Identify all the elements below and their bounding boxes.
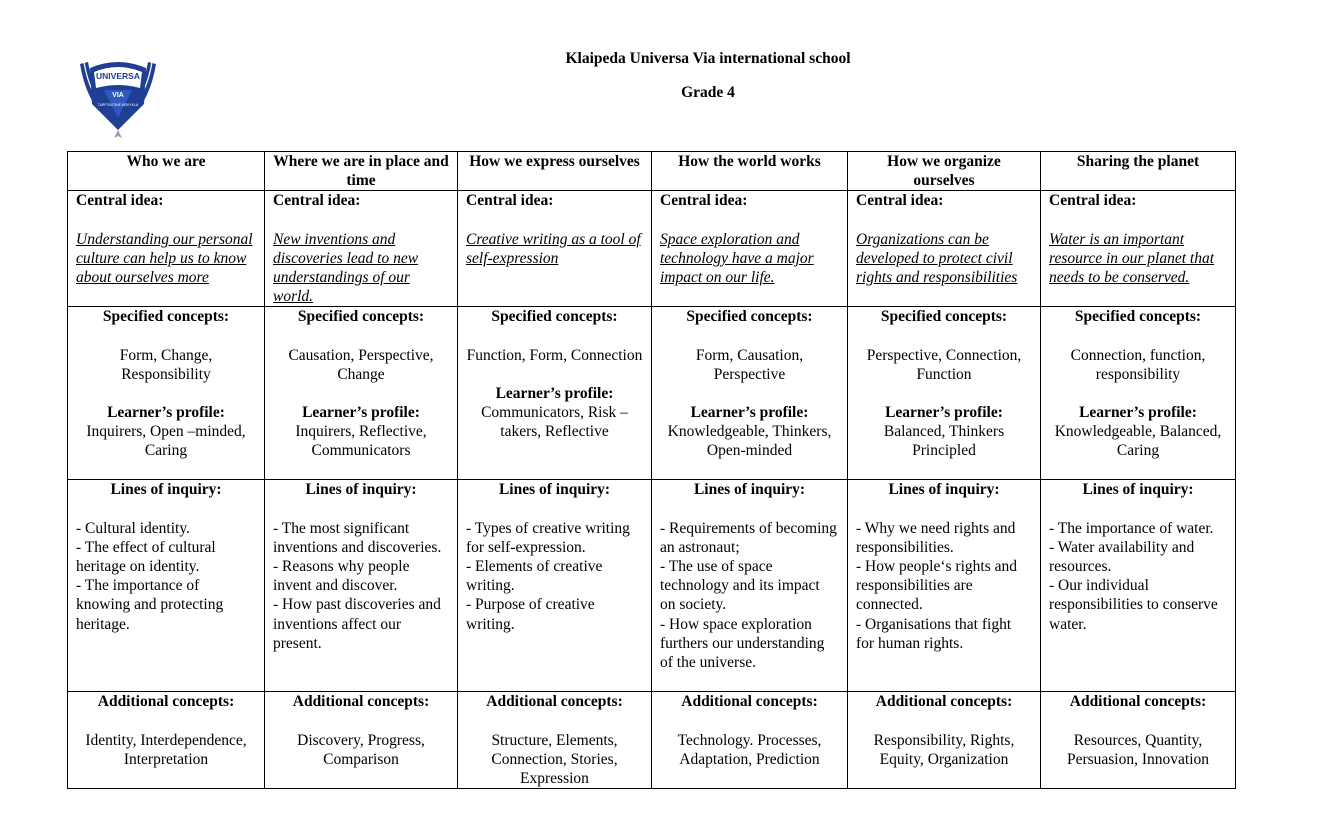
additional-concepts-text: Structure, Elements, Connection, Stories, Expression — [491, 731, 618, 788]
additional-concepts-cell — [265, 692, 458, 789]
concepts-cell — [652, 307, 848, 480]
learner-profile-text: Knowledgeable, Thinkers, Open-minded — [667, 423, 832, 460]
central-idea-cell — [652, 191, 848, 307]
central-idea-text: Organizations can be developed to protect civil rights and responsibilities — [856, 230, 1018, 287]
specified-concepts-label: Specified concepts: — [297, 308, 425, 326]
central-idea-label: Central idea: — [76, 192, 164, 210]
lines-of-inquiry-cell — [1041, 480, 1236, 692]
additional-concepts-label: Additional concepts: — [1069, 693, 1207, 711]
lines-of-inquiry-text: - The importance of water. - Water availability and resources. - Our individual responsibilities to conserve water. — [1049, 519, 1218, 633]
grade-title: Grade 4 — [681, 84, 735, 101]
lines-of-inquiry-cell — [848, 480, 1041, 692]
school-logo — [74, 48, 162, 144]
additional-concepts-cell — [68, 692, 265, 789]
lines-of-inquiry-cell — [265, 480, 458, 692]
learner-profile-text: Inquirers, Open –minded, Caring — [86, 423, 246, 460]
central-idea-cell — [848, 191, 1041, 307]
central-idea-row — [68, 191, 1236, 307]
theme-heading: Where we are in place and time — [265, 152, 458, 191]
additional-concepts-text: Technology. Processes, Adaptation, Prediction — [677, 731, 822, 768]
lines-of-inquiry-label: Lines of inquiry: — [498, 481, 611, 499]
theme-heading: How we organize ourselves — [848, 152, 1041, 191]
logo-text-mid: VIA — [112, 92, 124, 99]
concepts-cell — [1041, 307, 1236, 480]
lines-of-inquiry-label: Lines of inquiry: — [1082, 481, 1194, 499]
central-idea-cell — [68, 191, 265, 307]
learner-profile-label: Learner’s profile: — [495, 384, 614, 402]
additional-concepts-text: Responsibility, Rights, Equity, Organization — [873, 731, 1015, 768]
central-idea-text: New inventions and discoveries lead to new understandings of our world. — [273, 230, 419, 306]
lines-of-inquiry-cell — [68, 480, 265, 692]
learner-profile-label: Learner’s profile: — [107, 404, 225, 422]
learner-profile-label: Learner’s profile: — [1079, 404, 1197, 422]
central-idea-cell — [458, 191, 652, 307]
learner-profile-text: Inquirers, Reflective, Communicators — [295, 423, 427, 460]
additional-concepts-cell — [1041, 692, 1236, 789]
specified-concepts-text: Connection, function, responsibility — [1070, 346, 1206, 383]
additional-concepts-text: Discovery, Progress, Comparison — [297, 731, 425, 768]
logo-text-bottom: TARPTAUTINĖ MOKYKLA — [97, 103, 139, 107]
specified-concepts-label: Specified concepts: — [1074, 308, 1202, 326]
lines-of-inquiry-label: Lines of inquiry: — [693, 481, 806, 499]
specified-concepts-text: Causation, Perspective, Change — [288, 346, 434, 383]
additional-concepts-cell — [848, 692, 1041, 789]
additional-concepts-label: Additional concepts: — [681, 693, 818, 711]
central-idea-label: Central idea: — [273, 192, 361, 210]
learner-profile-label: Learner’s profile: — [690, 404, 809, 422]
concepts-row — [68, 307, 1236, 480]
theme-heading: How the world works — [652, 152, 848, 191]
central-idea-cell — [1041, 191, 1236, 307]
central-idea-label: Central idea: — [660, 192, 748, 210]
additional-concepts-label: Additional concepts: — [875, 693, 1013, 711]
additional-concepts-row — [68, 692, 1236, 789]
specified-concepts-label: Specified concepts: — [491, 308, 618, 326]
lines-of-inquiry-text: - Requirements of becoming an astronaut; - The use of space technology and its impact on society. - How space exploration furthers our understanding of the universe. — [660, 519, 837, 672]
learner-profile-text: Knowledgeable, Balanced, Caring — [1054, 423, 1222, 460]
concepts-cell — [458, 307, 652, 480]
theme-heading: Sharing the planet — [1041, 152, 1236, 191]
learner-profile-text: Communicators, Risk – takers, Reflective — [481, 404, 628, 441]
central-idea-label: Central idea: — [466, 192, 554, 210]
additional-concepts-text: Resources, Quantity, Persuasion, Innovation — [1066, 731, 1210, 768]
concepts-cell — [265, 307, 458, 480]
central-idea-text: Creative writing as a tool of self-expression — [466, 230, 641, 267]
learner-profile-label: Learner’s profile: — [885, 404, 1003, 422]
concepts-cell — [68, 307, 265, 480]
specified-concepts-label: Specified concepts: — [686, 308, 813, 326]
central-idea-text: Space exploration and technology have a major impact on our life. — [660, 230, 814, 287]
lines-of-inquiry-cell — [652, 480, 848, 692]
lines-of-inquiry-label: Lines of inquiry: — [110, 481, 222, 499]
additional-concepts-label: Additional concepts: — [486, 693, 623, 711]
concepts-cell — [848, 307, 1041, 480]
lines-of-inquiry-row — [68, 480, 1236, 692]
lines-of-inquiry-label: Lines of inquiry: — [305, 481, 417, 499]
central-idea-label: Central idea: — [1049, 192, 1137, 210]
logo-text-top: UNIVERSA — [96, 71, 140, 81]
specified-concepts-label: Specified concepts: — [102, 308, 230, 326]
specified-concepts-text: Form, Causation, Perspective — [695, 346, 804, 383]
theme-heading: Who we are — [68, 152, 265, 191]
additional-concepts-cell — [652, 692, 848, 789]
theme-heading: How we express ourselves — [458, 152, 652, 191]
additional-concepts-text: Identity, Interdependence, Interpretation — [85, 731, 247, 768]
specified-concepts-text: Perspective, Connection, Function — [866, 346, 1022, 383]
lines-of-inquiry-label: Lines of inquiry: — [888, 481, 1000, 499]
additional-concepts-label: Additional concepts: — [292, 693, 430, 711]
lines-of-inquiry-cell — [458, 480, 652, 692]
lines-of-inquiry-text: - Types of creative writing for self-expression. - Elements of creative writing. - Purpose of creative writing. — [466, 519, 630, 633]
learner-profile-text: Balanced, Thinkers Principled — [883, 423, 1005, 460]
programme-of-inquiry-table — [67, 151, 1236, 789]
learner-profile-label: Learner’s profile: — [302, 404, 420, 422]
lines-of-inquiry-text: - The most significant inventions and discoveries. - Reasons why people invent and discover. - How past discoveries and inventions affect our present. — [273, 519, 442, 652]
theme-row — [68, 152, 1236, 191]
specified-concepts-text: Form, Change, Responsibility — [119, 346, 213, 383]
specified-concepts-label: Specified concepts: — [880, 308, 1008, 326]
central-idea-text: Understanding our personal culture can help us to know about ourselves more — [76, 230, 253, 287]
lines-of-inquiry-text: - Cultural identity. - The effect of cultural heritage on identity. - The importance of knowing and protecting heritage. — [76, 519, 224, 633]
central-idea-cell — [265, 191, 458, 307]
additional-concepts-cell — [458, 692, 652, 789]
specified-concepts-text: Function, Form, Connection — [466, 346, 643, 364]
central-idea-label: Central idea: — [856, 192, 944, 210]
central-idea-text: Water is an important resource in our planet that needs to be conserved. — [1049, 230, 1215, 287]
additional-concepts-label: Additional concepts: — [97, 693, 235, 711]
lines-of-inquiry-text: - Why we need rights and responsibilities. - How people‘s rights and responsibilities are connected. - Organisations that fight for human rights. — [856, 519, 1017, 652]
school-title: Klaipeda Universa Via international school — [565, 50, 851, 67]
